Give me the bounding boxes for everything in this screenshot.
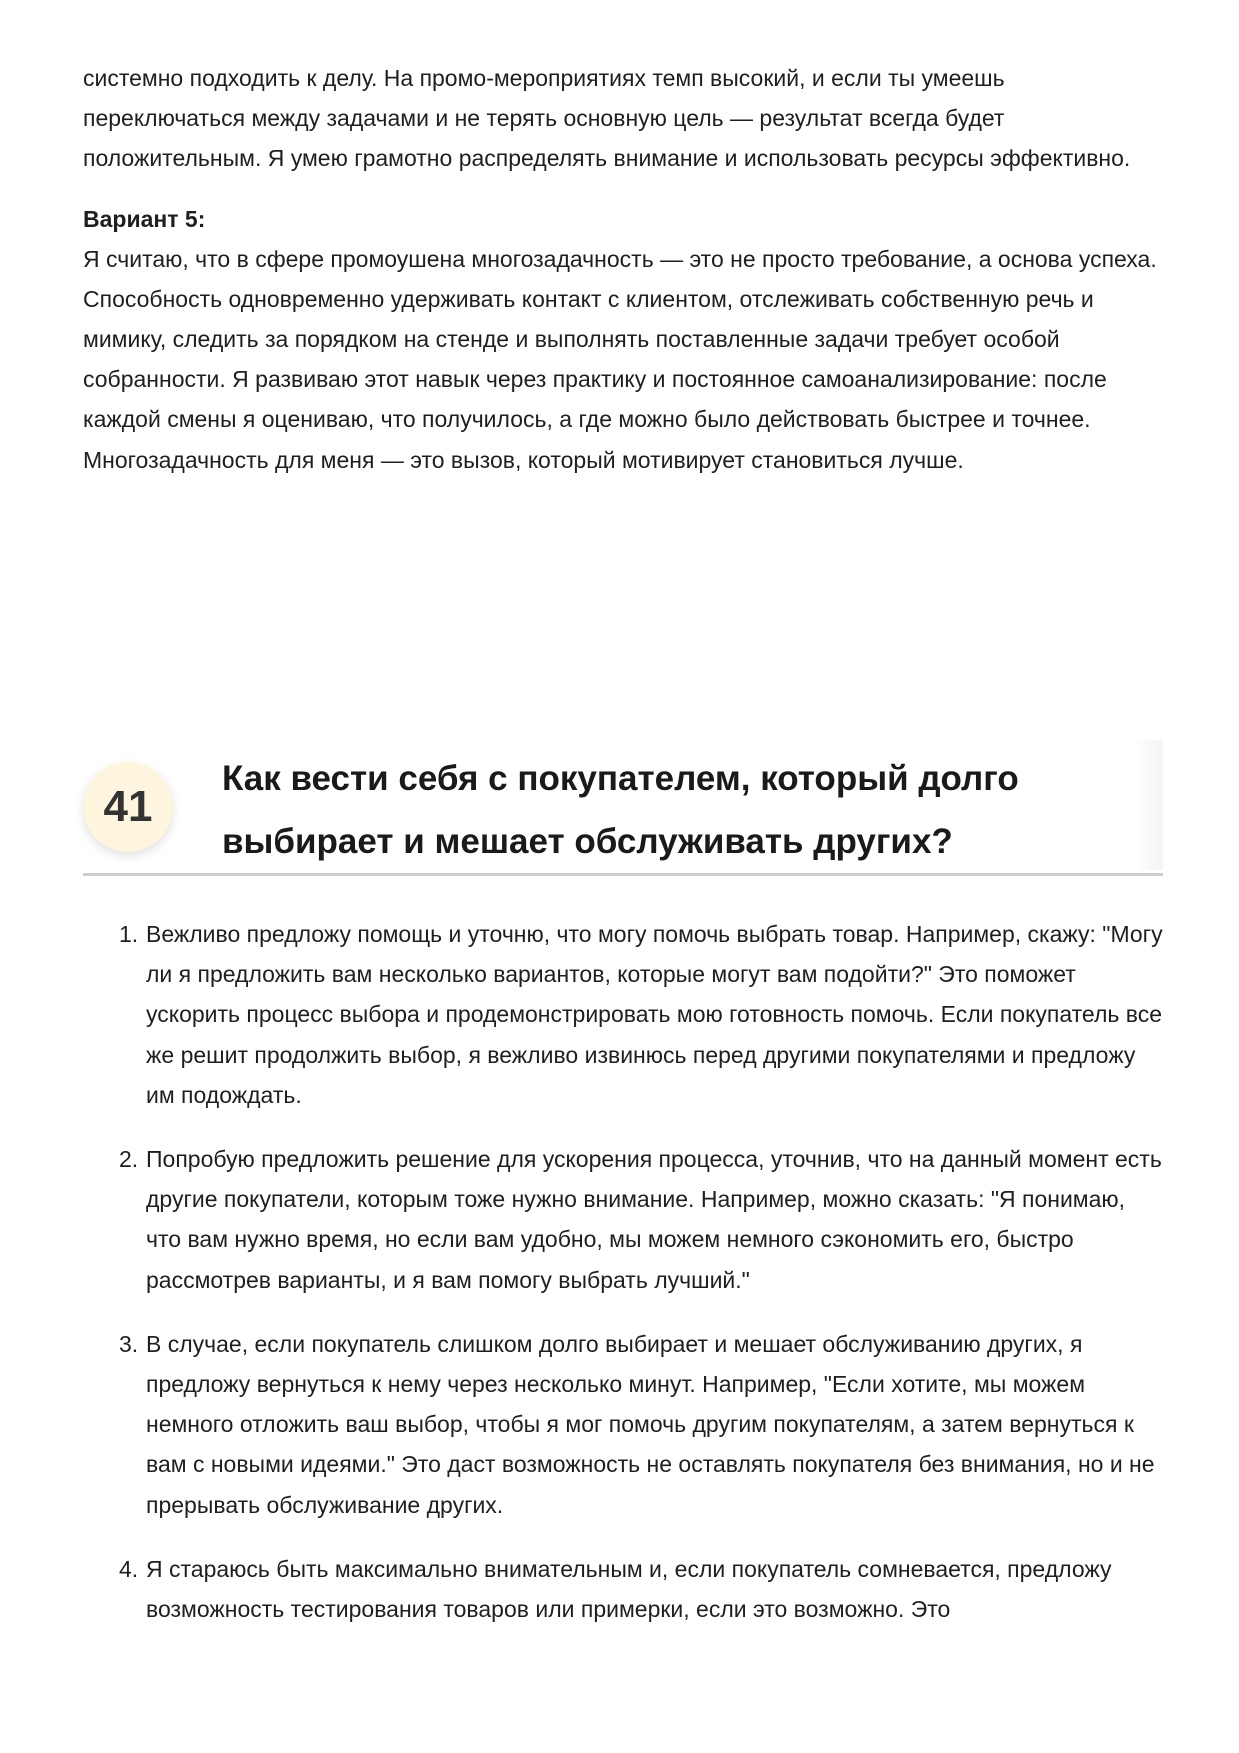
list-item-text: Попробую предложить решение для ускорения процесса, уточнив, что на данный момент есть другие покупатели, которым тоже нужно внимание. Например, можно сказать: "Я понимаю, что вам нужно время, но если вам удобно, мы можем немного сэкономить его, быстро рассмотрев варианты, и я вам помогу выбрать лучший." xyxy=(146,1146,1162,1293)
list-item-number: 3. xyxy=(119,1330,139,1357)
intro-paragraph: системно подходить к делу. На промо-мероприятиях темп высокий, и если ты умеешь переключаться между задачами и не терять основную цель — результат всегда будет положительным. Я умею грамотно распределять внимание и использовать ресурсы эффективно. xyxy=(83,65,1131,172)
list-item-text: В случае, если покупатель слишком долго выбирает и мешает обслуживанию других, я предложу вернуться к нему через несколько минут. Например, "Если хотите, мы можем немного отложить ваш выбор, чтобы я мог помочь другим покупателям, а затем вернуться к вам с новыми идеями." Это даст возможность не оставлять покупателя без внимания, но и не прерывать обслуживание других. xyxy=(146,1330,1155,1518)
question-title: Как вести себя с покупателем, который долго выбирает и мешает обслуживать других? xyxy=(222,759,1019,861)
question-header-shade xyxy=(1133,740,1163,870)
list-item-text: Я стараюсь быть максимально внимательным и, если покупатель сомневается, предложу возможность тестирования товаров или примерки, если это возможно. Это xyxy=(146,1555,1112,1623)
list-item xyxy=(83,1324,1163,1525)
list-item-number: 2. xyxy=(119,1146,139,1173)
variant-label: Вариант 5: xyxy=(83,205,206,232)
list-item-number: 4. xyxy=(119,1555,139,1582)
document-body xyxy=(83,58,1163,480)
list-item-text: Вежливо предложу помощь и уточню, что могу помочь выбрать товар. Например, скажу: "Могу ли я предложить вам несколько вариантов, которые могут вам подойти?" Это поможет ускорить процесс выбора и продемонстрировать мою готовность помочь. Если покупатель все же решит продолжить выбор, я вежливо извинюсь перед другими покупателями и предложу им подождать. xyxy=(146,921,1163,1108)
answer-list xyxy=(83,914,1163,1653)
list-item xyxy=(83,914,1163,1115)
question-header xyxy=(83,740,1163,876)
list-item xyxy=(83,1139,1163,1300)
question-number-badge: 41 xyxy=(83,762,173,852)
question-divider xyxy=(83,873,1163,876)
variant-paragraph: Я считаю, что в сфере промоушена многозадачность — это не просто требование, а основа успеха. Способность одновременно удерживать контакт с клиентом, отслеживать собственную речь и мимику, следить за порядком на стенде и выполнять поставленные задачи требует особой собранности. Я развиваю этот навык через практику и постоянное самоанализирование: после каждой смены я оцениваю, что получилось, а где можно было действовать быстрее и точнее. Многозадачность для меня — это вызов, который мотивирует становиться лучше. xyxy=(83,245,1157,473)
list-item-number: 1. xyxy=(119,921,139,947)
list-item xyxy=(83,1549,1163,1629)
